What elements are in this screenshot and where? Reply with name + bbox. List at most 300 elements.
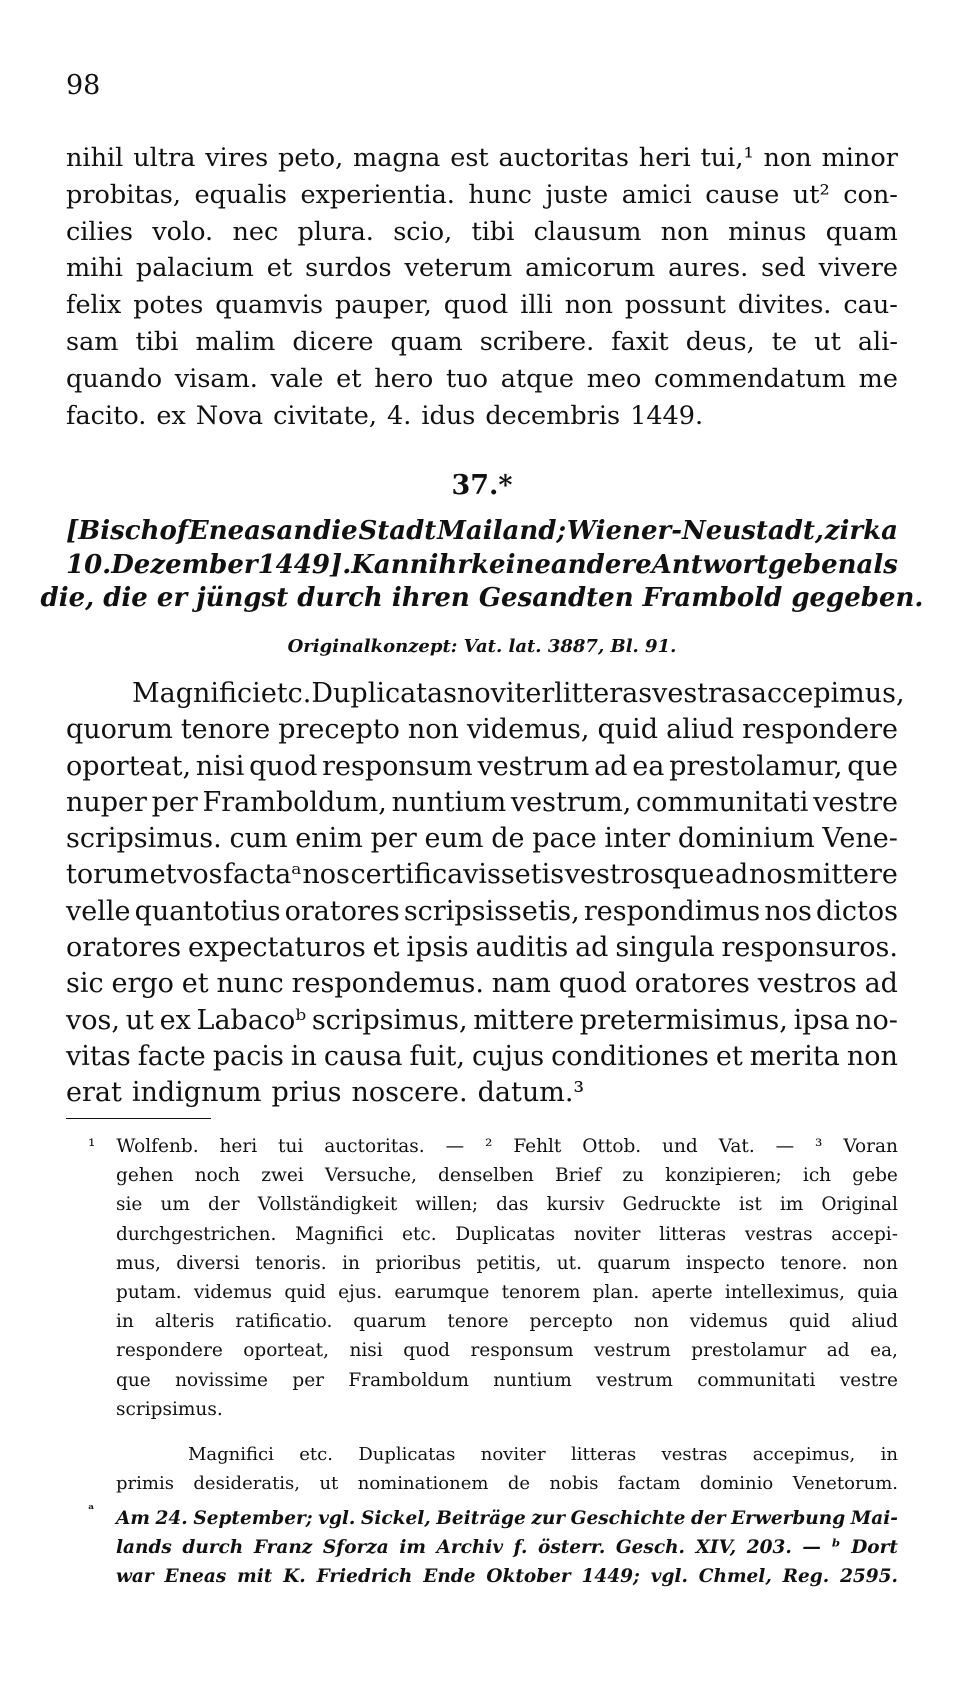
word: inter xyxy=(604,823,671,855)
word: me xyxy=(858,363,898,394)
word: inspecto xyxy=(685,1252,765,1274)
word: Dezember xyxy=(111,549,258,580)
word: ipsis xyxy=(406,932,469,964)
text-line xyxy=(66,398,898,435)
word: accepimus, xyxy=(752,1444,856,1465)
word: Voran xyxy=(843,1136,898,1157)
word: non xyxy=(660,216,709,247)
word: ali- xyxy=(857,326,898,357)
word: Eneas xyxy=(188,516,276,546)
word: war xyxy=(116,1566,154,1588)
word: oratores xyxy=(634,968,750,1000)
word: con- xyxy=(843,179,898,210)
word: decembris xyxy=(485,400,621,431)
word: Ende xyxy=(423,1566,476,1588)
word: mittere xyxy=(797,859,898,891)
word: aperte xyxy=(651,1281,713,1303)
word: amicorum xyxy=(525,253,656,284)
word: ut xyxy=(319,1473,339,1495)
word: oratores xyxy=(284,895,400,927)
word: ² xyxy=(485,1136,493,1157)
word: per xyxy=(370,823,417,855)
word: responsuros. xyxy=(721,932,898,964)
word: Venetorum. xyxy=(792,1473,898,1495)
word: Brief xyxy=(554,1165,602,1187)
word: non xyxy=(862,1252,898,1274)
word: etc. xyxy=(402,1223,437,1245)
word: litteras xyxy=(659,1223,727,1245)
word: putam. xyxy=(116,1281,182,1303)
word: possunt xyxy=(624,290,726,321)
text-line xyxy=(66,1075,898,1111)
word: Sforza xyxy=(322,1537,389,1559)
word: probitas, xyxy=(66,179,181,210)
word: vestre xyxy=(813,786,898,818)
word: ad xyxy=(714,859,749,891)
word: ultra xyxy=(133,143,196,173)
word: in xyxy=(880,1444,898,1465)
word: oporteat, xyxy=(66,750,192,782)
word: facte xyxy=(137,1040,206,1072)
word: die xyxy=(313,516,358,546)
word: que xyxy=(116,1369,151,1391)
word: der xyxy=(691,1508,726,1529)
footnote-line xyxy=(66,1504,898,1533)
word: cujus xyxy=(471,1040,545,1072)
word: andere xyxy=(550,549,652,580)
word: auctoritas xyxy=(498,143,629,173)
page-number: 98 xyxy=(66,70,101,101)
word: quam xyxy=(825,216,898,247)
word: accepi- xyxy=(831,1223,898,1245)
word: respondemus. xyxy=(291,968,484,1000)
word: et xyxy=(149,859,177,891)
word: Am xyxy=(116,1508,150,1529)
word: scripsissetis, xyxy=(403,895,580,927)
word: nuntium xyxy=(391,786,507,818)
word: minus xyxy=(728,216,807,247)
word: civitate, xyxy=(273,400,378,431)
word: cum xyxy=(229,823,288,855)
text-line xyxy=(66,214,898,251)
word: Magnifici xyxy=(132,678,261,709)
word: tibi xyxy=(135,326,179,357)
text-line xyxy=(66,821,898,857)
text-line xyxy=(66,930,898,966)
word: im xyxy=(399,1537,426,1559)
text-line xyxy=(66,1003,898,1039)
word: 4. xyxy=(387,400,412,431)
word: Eneas xyxy=(164,1566,227,1588)
word: tui,¹ xyxy=(700,143,754,173)
word: nuntium xyxy=(493,1369,572,1391)
word: Gesch. xyxy=(615,1537,685,1559)
footnote-second-draft xyxy=(66,1440,898,1498)
word: ergo xyxy=(111,968,174,1000)
word: vgl. xyxy=(318,1508,356,1529)
word: quando xyxy=(66,363,163,394)
word: Reg. xyxy=(782,1566,830,1588)
footnote-line: scripsimus. xyxy=(116,1398,223,1420)
text-line xyxy=(66,785,898,821)
word: Kann xyxy=(351,549,429,580)
word: in xyxy=(290,1040,317,1072)
word: nisi xyxy=(195,750,245,782)
word: nihil xyxy=(66,143,124,173)
word: zirka xyxy=(824,516,898,546)
word: atque xyxy=(500,363,575,394)
word: amici xyxy=(621,179,692,210)
word: noviter xyxy=(457,678,555,709)
word: factaᵃ xyxy=(223,859,302,891)
word: ex xyxy=(159,1004,191,1036)
word: und xyxy=(662,1136,698,1157)
footnote-line xyxy=(66,1307,898,1336)
word: precepto xyxy=(278,714,400,746)
word: vestras xyxy=(661,1444,728,1465)
word: vivere xyxy=(818,253,898,284)
word: Ottob. xyxy=(582,1136,642,1157)
word: nominationem xyxy=(357,1473,489,1495)
word: peto, xyxy=(278,143,344,173)
word: — xyxy=(445,1136,465,1157)
footnote-marker: ᵃ xyxy=(88,1502,95,1518)
word: videmus, xyxy=(466,714,590,746)
word: desideratis, xyxy=(193,1473,301,1495)
word: etc. xyxy=(260,678,312,709)
word: auctoritas. xyxy=(324,1136,425,1157)
word: vestras xyxy=(652,678,751,709)
word: respondere xyxy=(742,714,898,746)
word: österr. xyxy=(537,1537,606,1559)
word: noch xyxy=(194,1165,241,1187)
word: velle xyxy=(66,895,131,927)
word: gebe xyxy=(852,1165,898,1187)
word: per xyxy=(151,786,198,818)
word: zu xyxy=(622,1165,644,1187)
footnote-line xyxy=(66,1533,898,1562)
word: meo xyxy=(586,363,642,394)
word: gehen xyxy=(116,1165,174,1187)
word: scripsimus. xyxy=(66,823,222,855)
regest-line xyxy=(66,549,898,583)
word: no- xyxy=(855,1004,898,1036)
word: non xyxy=(846,1040,898,1072)
word: facito. xyxy=(66,400,147,431)
word: volo. xyxy=(152,216,214,247)
text-line xyxy=(66,894,898,930)
word: Gedruckte xyxy=(622,1194,721,1216)
text-line xyxy=(66,361,898,398)
word: clausum xyxy=(533,216,642,247)
word: — xyxy=(775,1136,795,1157)
word: sam xyxy=(66,326,119,357)
word: ex xyxy=(156,400,186,431)
word: pacis xyxy=(212,1040,284,1072)
word: dicere xyxy=(292,326,374,357)
word: videmus xyxy=(689,1311,768,1333)
word: Nova xyxy=(195,400,264,431)
word: factam xyxy=(617,1473,681,1495)
word: Dort xyxy=(851,1537,898,1559)
word: earumque xyxy=(394,1281,490,1303)
word: 1449. xyxy=(630,400,704,431)
word: palacium xyxy=(135,253,254,284)
footnote-line xyxy=(66,1469,898,1498)
word: quid xyxy=(284,1281,326,1303)
word: Geschichte xyxy=(570,1508,686,1529)
word: f. xyxy=(513,1537,528,1559)
word: conditiones xyxy=(551,1040,709,1072)
word: et xyxy=(715,1040,743,1072)
word: Versuche, xyxy=(324,1165,417,1187)
word: respondere xyxy=(116,1340,223,1362)
word: enim xyxy=(295,823,363,855)
word: denselben xyxy=(438,1165,534,1187)
word: lands xyxy=(116,1537,172,1559)
word: petitis, xyxy=(476,1252,542,1274)
word: prius xyxy=(271,1077,342,1109)
word: non xyxy=(407,714,459,746)
word: pace xyxy=(532,823,597,855)
word: erat xyxy=(66,1077,122,1109)
word: quam xyxy=(390,326,463,357)
word: nec xyxy=(232,216,279,247)
word: Sickel, xyxy=(360,1508,431,1529)
word: an xyxy=(276,516,313,546)
word: scripsimus, xyxy=(311,1004,468,1036)
word: felix xyxy=(66,290,122,321)
word: accepimus, xyxy=(750,678,905,709)
word: Framboldum, xyxy=(202,786,387,818)
word: prestolamur, xyxy=(669,750,843,782)
word: in xyxy=(342,1252,360,1274)
word: Stadt xyxy=(358,516,437,546)
text-line xyxy=(66,287,898,324)
word: sed xyxy=(761,253,806,284)
text-line xyxy=(66,250,898,287)
word: non xyxy=(564,290,613,321)
word: XIV, xyxy=(695,1537,737,1559)
word: Friedrich xyxy=(316,1566,413,1588)
word: et xyxy=(336,363,362,394)
letter-heading: 37.* xyxy=(451,470,513,501)
word: de xyxy=(507,1473,531,1495)
word: que xyxy=(847,750,898,782)
word: Magnifici xyxy=(295,1223,384,1245)
word: zwei xyxy=(261,1165,304,1187)
word: videmus xyxy=(193,1281,273,1303)
word: hunc xyxy=(468,179,532,210)
word: idus xyxy=(421,400,476,431)
word: malim xyxy=(195,326,276,357)
word: als xyxy=(856,549,898,580)
word: tenoris. xyxy=(255,1252,327,1274)
text-line xyxy=(66,712,898,748)
word: nam xyxy=(491,968,551,1000)
word: quod xyxy=(249,750,318,782)
word: Mai- xyxy=(850,1508,898,1529)
word: ᵇ xyxy=(831,1537,841,1559)
word: responsum xyxy=(322,750,473,782)
word: ad xyxy=(826,1340,850,1362)
word: Mailand; xyxy=(437,516,567,546)
word: aliud xyxy=(851,1311,898,1333)
word: scio, xyxy=(393,216,453,247)
word: magna xyxy=(353,143,441,173)
source-note: Originalkonzept: Vat. lat. 3887, Bl. 91. xyxy=(287,636,677,657)
word: quid xyxy=(597,714,659,746)
word: vestrum xyxy=(477,750,590,782)
word: nos xyxy=(748,859,797,891)
word: juste xyxy=(545,179,609,210)
word: torum xyxy=(66,859,150,891)
letter-regest xyxy=(40,515,924,616)
word: experientia. xyxy=(300,179,455,210)
word: cause xyxy=(705,179,780,210)
word: illi xyxy=(520,290,553,321)
word: cau- xyxy=(843,290,898,321)
word: responsum xyxy=(470,1340,574,1362)
word: faxit xyxy=(611,326,669,357)
word: kursiv xyxy=(546,1194,605,1216)
word: vitas xyxy=(66,1040,131,1072)
word: keine xyxy=(471,549,551,580)
word: Vene- xyxy=(822,823,898,855)
word: mus, xyxy=(116,1252,161,1274)
word: vestros xyxy=(757,968,857,1000)
word: nuper xyxy=(66,786,147,818)
footnote-line xyxy=(66,1278,898,1307)
word: quarum xyxy=(353,1311,427,1333)
word: ut² xyxy=(792,179,830,210)
word: Wiener-Neustadt, xyxy=(566,516,824,546)
letter-37-body xyxy=(66,676,905,1112)
footnotes-lettered xyxy=(66,1504,898,1592)
word: respondimus xyxy=(583,895,761,927)
word: ea, xyxy=(870,1340,898,1362)
word: ¹ xyxy=(88,1136,96,1157)
footnote-line xyxy=(66,1220,898,1249)
word: Beiträge xyxy=(436,1508,526,1529)
word: vestrum xyxy=(596,1369,673,1391)
word: Oktober xyxy=(486,1566,571,1588)
word: prioribus xyxy=(375,1252,462,1274)
word: 2595. xyxy=(840,1566,898,1588)
word: sic xyxy=(66,968,104,1000)
word: tibi xyxy=(471,216,515,247)
word: quid xyxy=(788,1311,831,1333)
word: eum xyxy=(424,823,484,855)
word: pretermisimus, xyxy=(579,1004,788,1036)
word: ut xyxy=(814,326,841,357)
word: de xyxy=(491,823,525,855)
word: quod xyxy=(403,1340,450,1362)
word: im xyxy=(779,1194,804,1216)
word: non xyxy=(633,1311,669,1333)
word: sie xyxy=(116,1194,143,1216)
regest-line: die, die er jüngst durch ihren Gesandten Frambold gegeben. xyxy=(40,583,924,613)
word: etc. xyxy=(299,1444,333,1465)
text-line xyxy=(66,140,898,177)
footnote-line xyxy=(66,1366,898,1395)
word: nos xyxy=(764,895,812,927)
word: vos, xyxy=(66,1004,120,1036)
text-line xyxy=(66,676,905,712)
word: durch xyxy=(182,1537,244,1559)
word: est xyxy=(450,143,489,173)
footnote-line xyxy=(66,1132,898,1161)
word: vos xyxy=(177,859,223,891)
word: noviter xyxy=(573,1223,641,1245)
word: ratificatio. xyxy=(235,1311,333,1333)
word: dictos xyxy=(815,895,898,927)
footnote-line xyxy=(66,1440,898,1469)
word: tuo xyxy=(445,363,489,394)
word: commendatum xyxy=(654,363,846,394)
word: mit xyxy=(237,1566,273,1588)
word: plura. xyxy=(297,216,374,247)
word: vestrum xyxy=(594,1340,671,1362)
word: alteris xyxy=(154,1311,215,1333)
word: durchgestrichen. xyxy=(116,1223,277,1245)
word: nunc xyxy=(216,968,284,1000)
word: ipsa xyxy=(793,1004,850,1036)
word: dominium xyxy=(677,823,815,855)
word: geben xyxy=(768,549,857,580)
footnote-line xyxy=(66,1336,898,1365)
word: Labacoᵇ xyxy=(196,1004,307,1036)
word: et xyxy=(266,253,293,284)
word: et xyxy=(181,968,209,1000)
word: September; xyxy=(193,1508,313,1529)
word: Original xyxy=(821,1194,898,1216)
word: singula xyxy=(615,932,715,964)
word: ihr xyxy=(428,549,472,580)
word: dominio xyxy=(699,1473,774,1495)
word: Fehlt xyxy=(513,1136,562,1157)
word: nos xyxy=(302,859,350,891)
word: cilies xyxy=(66,216,133,247)
word: — xyxy=(802,1537,821,1559)
word: mihi xyxy=(66,253,123,284)
word: Franz xyxy=(253,1537,313,1559)
word: ut. xyxy=(556,1252,582,1274)
word: deus, xyxy=(685,326,755,357)
word: Framboldum xyxy=(348,1369,469,1391)
word: certificavissetis xyxy=(350,859,565,891)
word: mittere xyxy=(473,1004,575,1036)
word: tenorem xyxy=(501,1281,581,1303)
word: quamvis xyxy=(215,290,324,321)
word: indignum xyxy=(131,1077,262,1109)
word: nisi xyxy=(349,1340,383,1362)
word: hero xyxy=(374,363,434,394)
word: Vollständigkeit xyxy=(257,1194,398,1216)
word: vestre xyxy=(839,1369,898,1391)
word: Chmel, xyxy=(698,1566,772,1588)
word: vgl. xyxy=(650,1566,688,1588)
word: causa xyxy=(323,1040,403,1072)
word: intelleximus, xyxy=(724,1281,846,1303)
word: das xyxy=(496,1194,529,1216)
word: expectaturos xyxy=(187,932,366,964)
word: percepto xyxy=(529,1311,613,1333)
word: primis xyxy=(116,1473,174,1495)
word: vestrosque xyxy=(564,859,715,891)
word: ich xyxy=(802,1165,832,1187)
word: ea xyxy=(632,750,665,782)
